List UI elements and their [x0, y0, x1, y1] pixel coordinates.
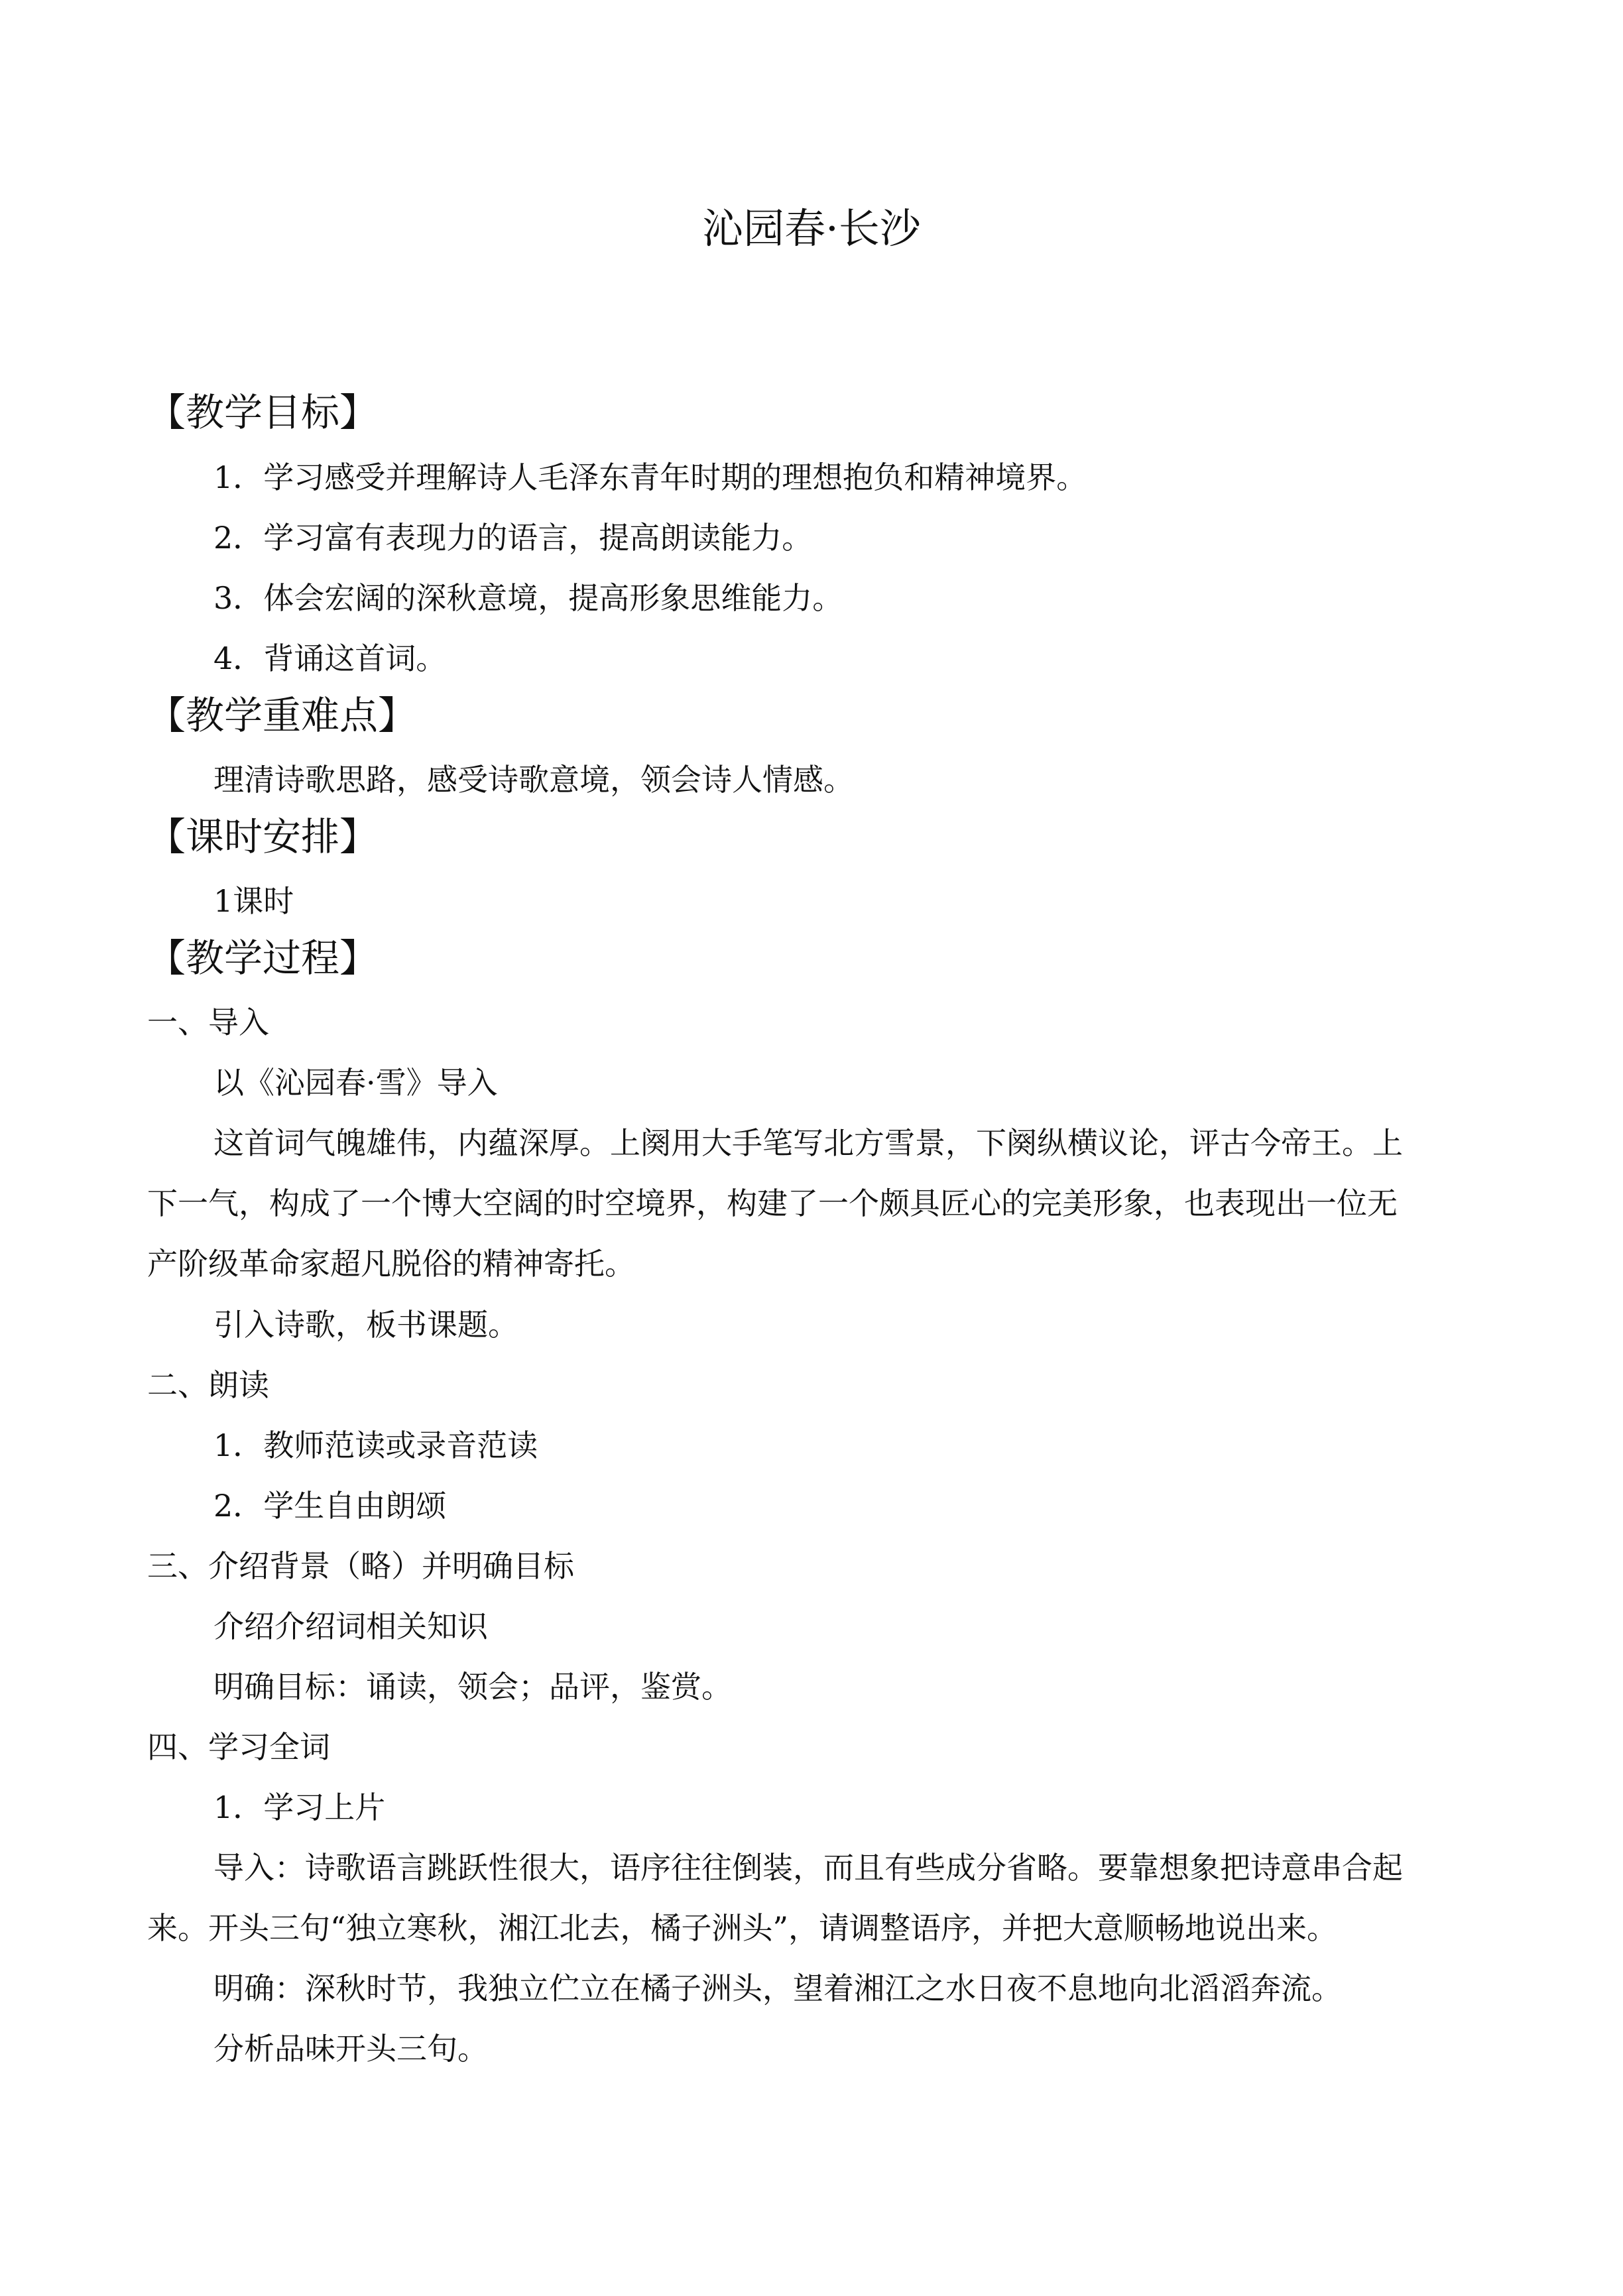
- paragraph-line: 以《沁园春·雪》导入: [213, 1065, 498, 1101]
- paragraph-line: 介绍介绍词相关知识: [213, 1608, 488, 1644]
- goal-item: 2．学习富有表现力的语言，提高朗读能力。: [213, 520, 813, 556]
- paragraph-line: 1．教师范读或录音范读: [213, 1427, 538, 1463]
- paragraph-line: 产阶级革命家超凡脱俗的精神寄托。: [147, 1246, 635, 1282]
- goal-item: 3．体会宏阔的深秋意境，提高形象思维能力。: [213, 580, 843, 616]
- schedule-text: 1课时: [213, 883, 294, 919]
- page-title: 沁园春·长沙: [702, 204, 921, 253]
- process-step-title: 二、朗读: [147, 1367, 269, 1403]
- paragraph-line: 2．学生自由朗颂: [213, 1488, 447, 1524]
- paragraph-line: 下一气，构成了一个博大空阔的时空境界，构建了一个颇具匠心的完美形象，也表现出一位无: [147, 1185, 1398, 1221]
- process-step-title: 四、学习全词: [147, 1729, 330, 1765]
- heading-teaching-process: 【教学过程】: [147, 936, 379, 981]
- heading-key-points: 【教学重难点】: [147, 693, 417, 738]
- heading-schedule: 【课时安排】: [147, 814, 379, 859]
- paragraph-line: 导入：诗歌语言跳跃性很大，语序往往倒装，而且有些成分省略。要靠想象把诗意串合起: [213, 1850, 1403, 1886]
- paragraph-line: 分析品味开头三句。: [213, 2031, 488, 2067]
- goal-item: 1．学习感受并理解诗人毛泽东青年时期的理想抱负和精神境界。: [213, 459, 1087, 495]
- heading-teaching-goals: 【教学目标】: [147, 390, 379, 435]
- process-step-title: 三、介绍背景（略）并明确目标: [147, 1548, 574, 1584]
- key-points-text: 理清诗歌思路，感受诗歌意境，领会诗人情感。: [213, 762, 854, 798]
- goal-item: 4．背诵这首词。: [213, 640, 447, 676]
- process-step-title: 一、导入: [147, 1004, 269, 1040]
- paragraph-line: 引入诗歌，板书课题。: [213, 1307, 518, 1343]
- paragraph-line: 来。开头三句“独立寒秋，湘江北去，橘子洲头”，请调整语序，并把大意顺畅地说出来。: [147, 1910, 1338, 1946]
- paragraph-line: 明确：深秋时节，我独立伫立在橘子洲头，望着湘江之水日夜不息地向北滔滔奔流。: [213, 1970, 1342, 2006]
- paragraph-line: 明确目标：诵读，领会；品评，鉴赏。: [213, 1669, 732, 1705]
- paragraph-line: 这首词气魄雄伟，内蕴深厚。上阕用大手笔写北方雪景，下阕纵横议论，评古今帝王。上: [213, 1125, 1403, 1161]
- paragraph-line: 1．学习上片: [213, 1789, 386, 1825]
